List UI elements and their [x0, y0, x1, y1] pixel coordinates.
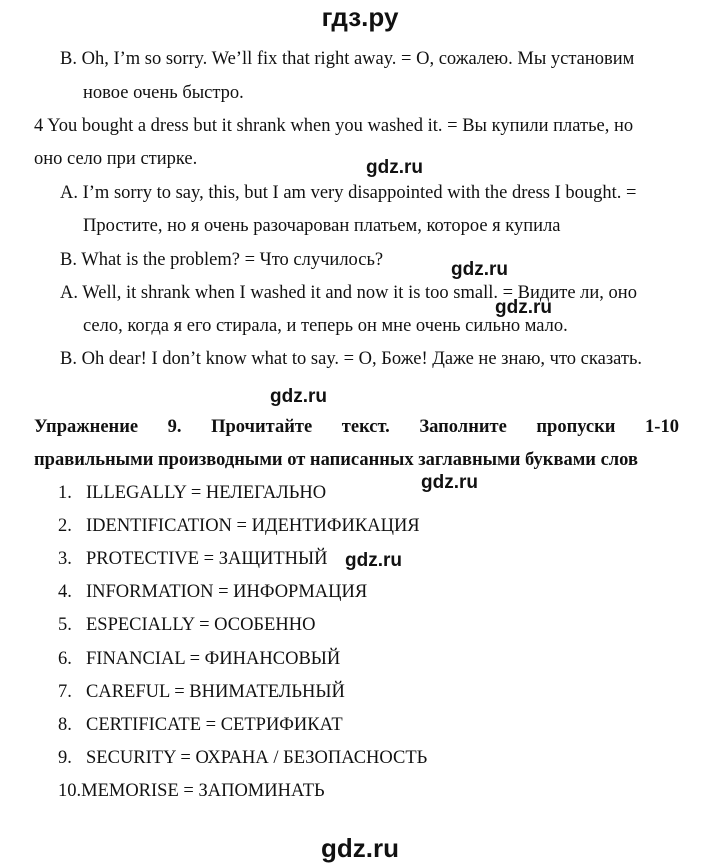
item-number: 7. — [58, 682, 72, 702]
dialogue-a1-line2: Простите, но я очень разочарован платьем, которое я купила — [83, 216, 561, 236]
item-text: FINANCIAL = ФИНАНСОВЫЙ — [86, 649, 341, 669]
dialogue-b-line1: B. Oh, I’m so sorry. We’ll fix that right away. = О, сожалею. Мы установим — [60, 49, 635, 69]
item-number: 1. — [58, 483, 72, 503]
watermark: gdz.ru — [451, 259, 508, 280]
list-item — [58, 484, 326, 503]
dialogue-a1-line1: A. I’m sorry to say, this, but I am very disappointed with the dress I bought. = — [60, 183, 637, 203]
footer-logo: gdz.ru — [321, 833, 399, 863]
list-item — [58, 517, 420, 536]
title-word: 1-10 — [645, 417, 679, 437]
title-word: Прочитайте — [211, 417, 313, 437]
dialogue-b1: B. What is the problem? = Что случилось? — [60, 250, 384, 270]
item-text: PROTECTIVE = ЗАЩИТНЫЙ — [86, 549, 328, 569]
title-word: Упражнение — [34, 417, 139, 437]
dialogue-b-line2: новое очень быстро. — [83, 83, 244, 103]
item-text: IDENTIFICATION = ИДЕНТИФИКАЦИЯ — [86, 516, 420, 536]
item-text: ILLEGALLY = НЕЛЕГАЛЬНО — [86, 483, 327, 503]
situation-4-line2: оно село при стирке. — [34, 149, 198, 169]
list-item — [58, 616, 315, 635]
title-word: 9. — [167, 417, 182, 437]
item-number: 6. — [58, 649, 72, 669]
list-item — [58, 683, 345, 702]
item-text: INFORMATION = ИНФОРМАЦИЯ — [86, 582, 368, 602]
dialogue-a2-line1: A. Well, it shrank when I washed it and now it is too small. = Видите ли, оно — [60, 283, 637, 303]
item-text: SECURITY = ОХРАНА / БЕЗОПАСНОСТЬ — [86, 748, 428, 768]
item-text: ESPECIALLY = ОСОБЕННО — [86, 615, 316, 635]
item-number: 2. — [58, 516, 72, 536]
exercise-title-line2: правильными производными от написанных заглавными буквами слов — [34, 450, 638, 470]
item-text: MEMORISE = ЗАПОМИНАТЬ — [81, 781, 325, 801]
item-text: CERTIFICATE = СЕТРИФИКАТ — [86, 715, 343, 735]
watermark: gdz.ru — [270, 386, 327, 407]
header-logo: гдз.ру — [321, 2, 399, 32]
list-item — [58, 550, 328, 569]
list-item — [58, 782, 325, 801]
watermark: gdz.ru — [421, 472, 478, 493]
title-word: Заполните — [419, 417, 507, 437]
watermark: gdz.ru — [366, 157, 423, 178]
list-item — [58, 749, 427, 768]
item-text: CAREFUL = ВНИМАТЕЛЬНЫЙ — [86, 682, 345, 702]
title-word: пропуски — [536, 417, 616, 437]
list-item — [58, 583, 367, 602]
watermark: gdz.ru — [495, 297, 552, 318]
list-item — [58, 650, 340, 669]
item-number: 5. — [58, 615, 72, 635]
watermark: gdz.ru — [345, 550, 402, 571]
dialogue-a2-line2: село, когда я его стирала, и теперь он мне очень сильно мало. — [83, 316, 568, 336]
item-number: 4. — [58, 582, 72, 602]
item-number: 8. — [58, 715, 72, 735]
item-number: 3. — [58, 549, 72, 569]
dialogue-b2: B. Oh dear! I don’t know what to say. = О, Боже! Даже не знаю, что сказать. — [60, 349, 643, 369]
item-number: 10. — [58, 781, 82, 801]
situation-4-line1: 4 You bought a dress but it shrank when you washed it. = Вы купили платье, но — [34, 116, 634, 136]
item-number: 9. — [58, 748, 72, 768]
list-item — [58, 716, 343, 735]
exercise-title-line1 — [34, 418, 679, 437]
title-word: текст. — [341, 417, 390, 437]
